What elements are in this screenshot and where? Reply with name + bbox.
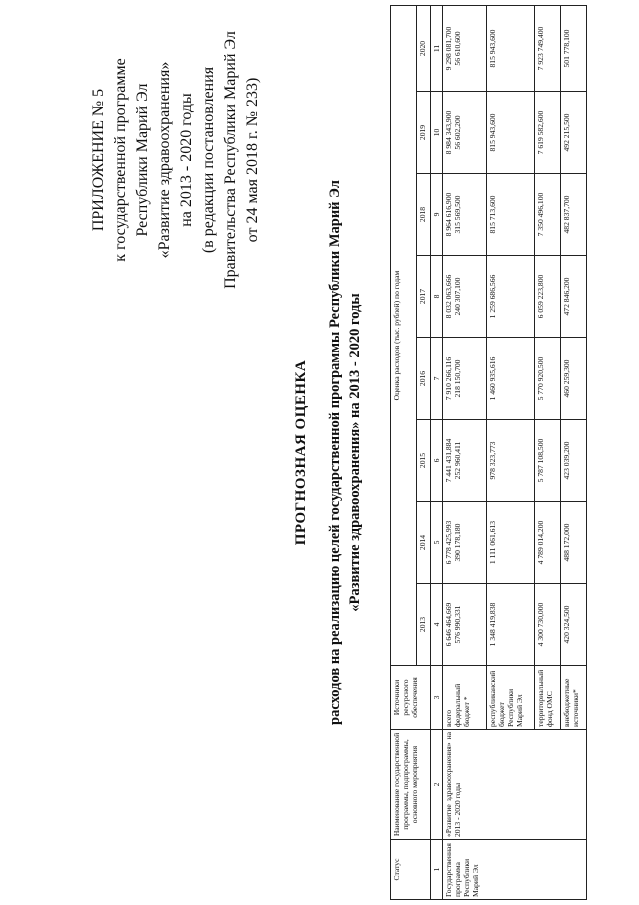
value-cell: 815 713,600 [487,174,535,256]
value-cell: 501 778,100 [561,5,587,91]
value-line: 576 990,331 [453,605,462,644]
value-cell: 5 770 920,500 [535,338,561,420]
value-line: 56 610,600 [453,31,462,66]
value-cell: 423 039,200 [561,420,587,502]
header-estimate: Оценка расходов (тыс. рублей) по годам [391,5,417,665]
value-cell: 7 619 582,600 [535,92,561,174]
value-line: 6 778 425,993 [444,520,453,565]
source-line: всего [444,709,453,727]
value-cell: 815 943,600 [487,5,535,91]
value-cell: 1 111 061,613 [487,502,535,584]
source-cell: республиканский бюджет Республики Марий Эл [487,666,535,730]
value-line: 7 910 266,116 [444,356,453,401]
document-title: ПРОГНОЗНАЯ ОЦЕНКА [293,359,309,546]
value-cell: 1 348 419,838 [487,584,535,666]
value-cell: 472 846,200 [561,256,587,338]
header-year: 2015 [417,420,431,502]
source-cell: территориальный фонд ОМС [535,666,561,730]
column-number: 8 [431,256,443,338]
value-cell [443,92,487,174]
program-name-cell: «Развитие здравоохранения» на 2013 - 2020 годы [443,730,587,840]
column-number: 3 [431,666,443,730]
source-cell: внебюджетные источники* [561,666,587,730]
column-number: 6 [431,420,443,502]
column-number: 10 [431,92,443,174]
value-line: 8 984 343,900 [444,110,453,155]
header-year: 2016 [417,338,431,420]
value-cell: 492 215,500 [561,92,587,174]
value-cell: 4 789 014,200 [535,502,561,584]
appendix-line: (в редакции постановления [200,66,217,254]
value-cell [443,5,487,91]
value-line: 252 960,411 [453,441,462,480]
value-cell: 7 350 496,100 [535,174,561,256]
value-line: 240 307,100 [453,277,462,316]
column-number: 9 [431,174,443,256]
column-number: 5 [431,502,443,584]
source-cell [443,666,487,730]
column-number: 2 [431,730,443,840]
column-number: 11 [431,5,443,91]
value-cell [443,174,487,256]
value-line: 8 964 616,900 [444,192,453,237]
value-cell: 482 837,700 [561,174,587,256]
appendix-line: ПРИЛОЖЕНИЕ № 5 [90,88,107,232]
value-line: 7 441 431,884 [444,438,453,483]
appendix-line: от 24 мая 2018 г. № 233) [244,77,261,243]
value-cell: 6 059 223,800 [535,256,561,338]
value-line: 390 178,180 [453,523,462,562]
value-cell [443,420,487,502]
header-year: 2019 [417,92,431,174]
column-number: 4 [431,584,443,666]
value-cell: 815 943,600 [487,92,535,174]
column-number: 7 [431,338,443,420]
value-cell: 4 300 730,000 [535,584,561,666]
table-row [443,5,487,899]
value-line: 8 032 063,666 [444,274,453,319]
value-cell: 7 923 749,400 [535,5,561,91]
appendix-line: на 2013 - 2020 годы [178,93,195,227]
value-cell [443,584,487,666]
column-number: 1 [431,840,443,900]
value-cell [443,338,487,420]
value-line: 218 150,700 [453,359,462,398]
value-cell: 488 172,000 [561,502,587,584]
expenditure-table [390,5,587,900]
value-line: 56 602,200 [453,115,462,150]
header-year: 2018 [417,174,431,256]
header-year: 2020 [417,5,431,91]
appendix-line: к государственной программе [112,58,129,262]
value-line: 6 646 464,669 [444,602,453,647]
appendix-line: «Развитие здравоохранения» [156,61,173,259]
value-cell [443,256,487,338]
value-cell [443,502,487,584]
header-status: Статус [391,840,431,900]
document-subtitle-line-1: расходов на реализацию целей государственной программы Республики Марий Эл [327,180,343,725]
appendix-block [88,30,264,290]
appendix-line: Республики Марий Эл [134,83,151,237]
value-line: 315 569,500 [453,195,462,234]
header-year: 2013 [417,584,431,666]
header-source: Источники ресурсного обеспечения [391,666,431,730]
header-name: Наименование государственной программы, подпрограммы, основного мероприятия [391,730,431,840]
value-cell: 420 324,500 [561,584,587,666]
status-cell: Государственная программа Республики Марий Эл [443,840,587,900]
document-subtitle-line-2: «Развитие здравоохранения» на 2013 - 2020 годы [347,293,363,612]
value-line: 9 298 081,700 [444,26,453,71]
source-line: федеральный бюджет * [453,683,471,727]
appendix-line: Правительства Республики Марий Эл [222,31,239,289]
value-cell: 1 460 935,616 [487,338,535,420]
value-cell: 1 259 686,566 [487,256,535,338]
value-cell: 5 787 108,500 [535,420,561,502]
value-cell: 460 259,300 [561,338,587,420]
header-year: 2017 [417,256,431,338]
value-cell: 978 323,773 [487,420,535,502]
header-year: 2014 [417,502,431,584]
